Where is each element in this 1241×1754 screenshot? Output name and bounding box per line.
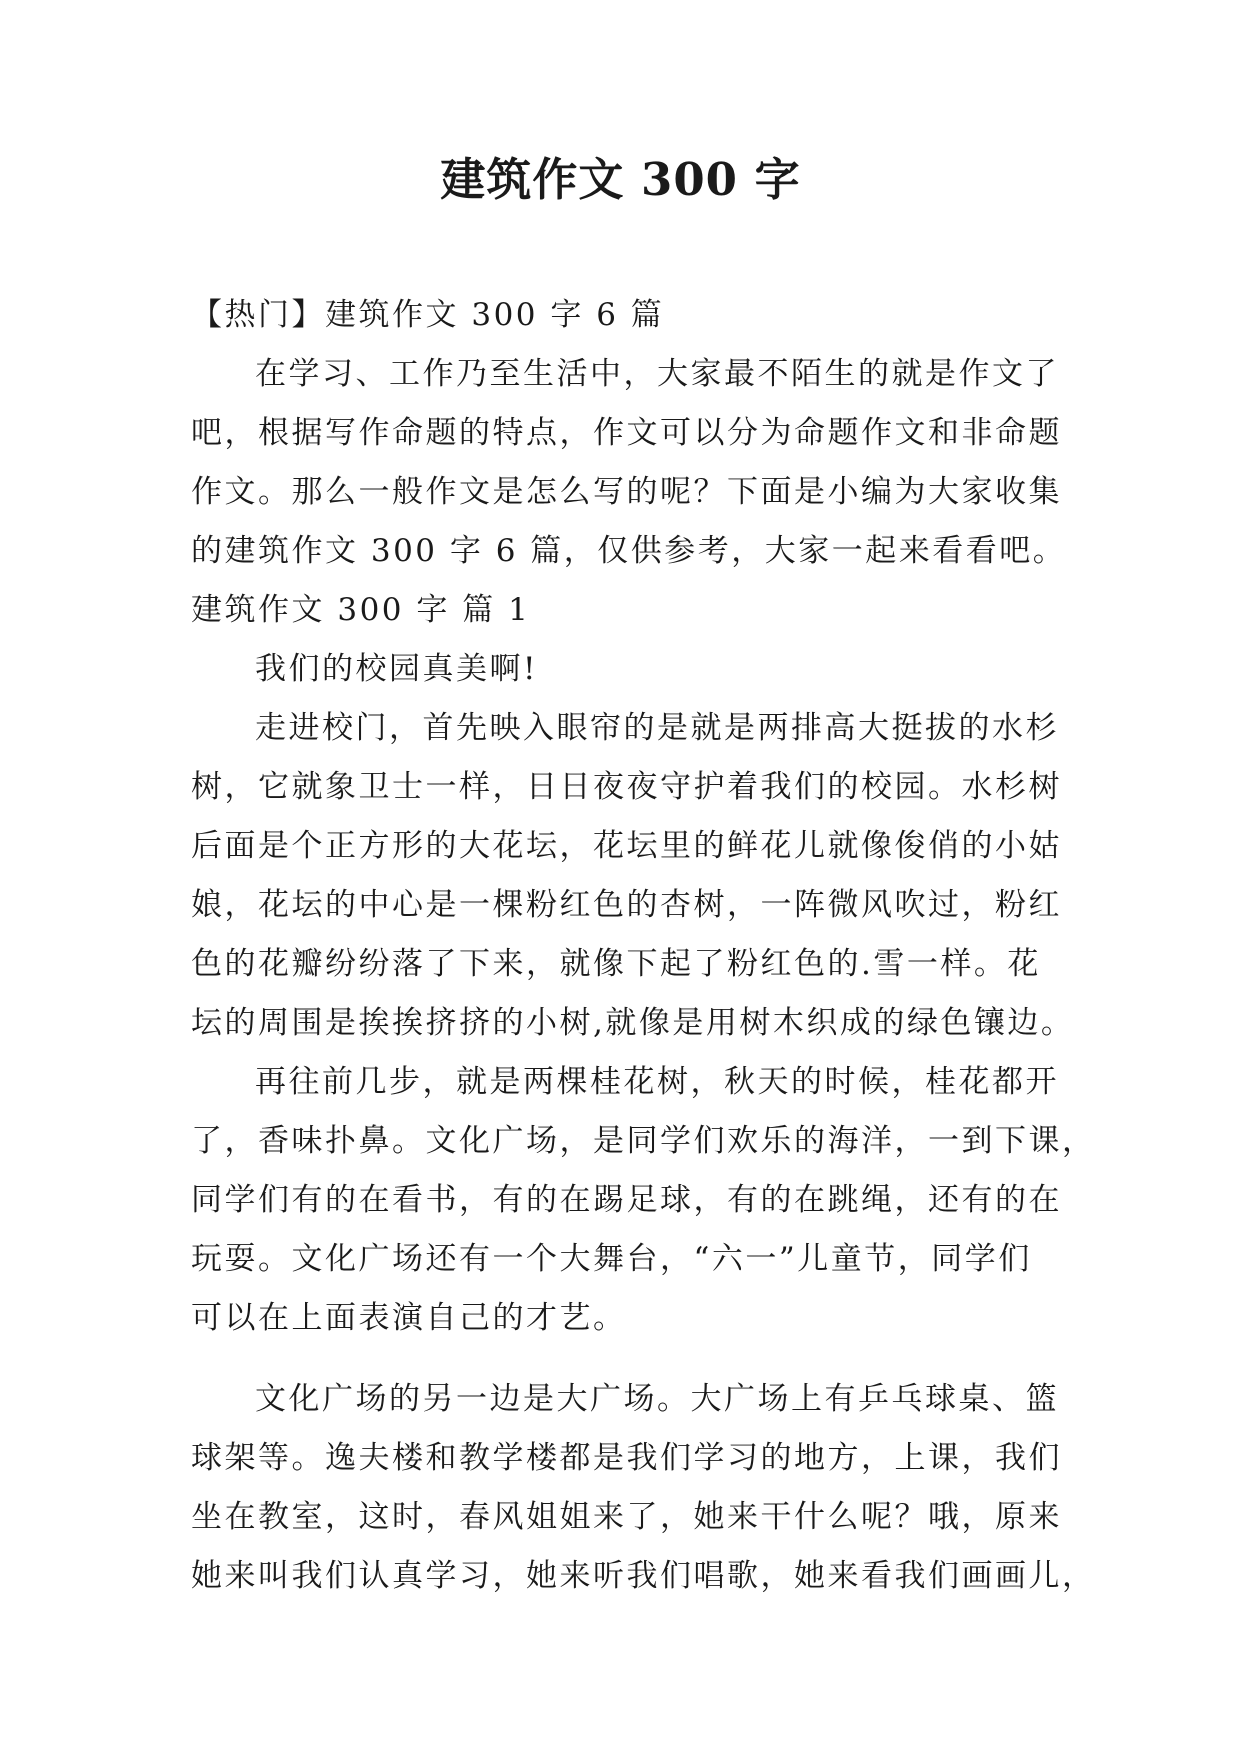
paragraph-line: 了，香味扑鼻。文化广场，是同学们欢乐的海洋，一到下课， [191, 1123, 1096, 1159]
paragraph-line: 的建筑作文 300 字 6 篇，仅供参考，大家一起来看看吧。 [191, 533, 1067, 569]
paragraph-line: 吧，根据写作命题的特点，作文可以分为命题作文和非命题 [191, 415, 1062, 451]
paragraph-line: 同学们有的在看书，有的在踢足球，有的在跳绳，还有的在 [191, 1182, 1062, 1218]
paragraph-line: 坛的周围是挨挨挤挤的小树,就像是用树木织成的绿色镶边。 [191, 1005, 1075, 1041]
paragraph-line: 我们的校园真美啊! [255, 651, 538, 687]
paragraph-1 [191, 640, 1056, 699]
paragraph-line: 球架等。逸夫楼和教学楼都是我们学习的地方，上课，我们 [191, 1440, 1062, 1476]
paragraph-line: 可以在上面表演自己的才艺。 [191, 1300, 627, 1336]
paragraph-line: 走进校门，首先映入眼帘的是就是两排高大挺拔的水杉 [255, 710, 1059, 746]
paragraph-line: 娘，花坛的中心是一棵粉红色的杏树，一阵微风吹过，粉红 [191, 887, 1062, 923]
paragraph-line: 玩耍。文化广场还有一个大舞台，“六一”儿童节，同学们 [191, 1241, 1032, 1277]
subtitle: 【热门】建筑作文 300 字 6 篇 [191, 297, 665, 333]
section-heading: 建筑作文 300 字 篇 1 [191, 592, 531, 628]
paragraph-line: 文化广场的另一边是大广场。大广场上有乒乓球桌、篮 [255, 1381, 1059, 1417]
paragraph-line: 坐在教室，这时，春风姐姐来了，她来干什么呢？哦，原来 [191, 1499, 1062, 1535]
paragraph-line: 她来叫我们认真学习，她来听我们唱歌，她来看我们画画儿， [191, 1558, 1096, 1594]
paragraph-2 [191, 699, 1075, 1053]
paragraph-3 [191, 1053, 1096, 1348]
paragraph-line: 作文。那么一般作文是怎么写的呢？下面是小编为大家收集 [191, 474, 1062, 510]
paragraph-spacer [191, 1348, 1056, 1370]
paragraph-line: 色的花瓣纷纷落了下来，就像下起了粉红色的.雪一样。花 [191, 946, 1041, 982]
paragraph-line: 在学习、工作乃至生活中，大家最不陌生的就是作文了 [255, 356, 1059, 392]
paragraph-line: 再往前几步，就是两棵桂花树，秋天的时候，桂花都开 [255, 1064, 1059, 1100]
paragraph-line: 后面是个正方形的大花坛，花坛里的鲜花儿就像俊俏的小姑 [191, 828, 1062, 864]
paragraph-4 [191, 1370, 1096, 1606]
intro-paragraph [191, 345, 1067, 581]
paragraph-line: 树，它就象卫士一样，日日夜夜守护着我们的校园。水杉树 [191, 769, 1062, 805]
page-title: 建筑作文 300 字 [440, 153, 801, 206]
document-body [191, 286, 1096, 1606]
